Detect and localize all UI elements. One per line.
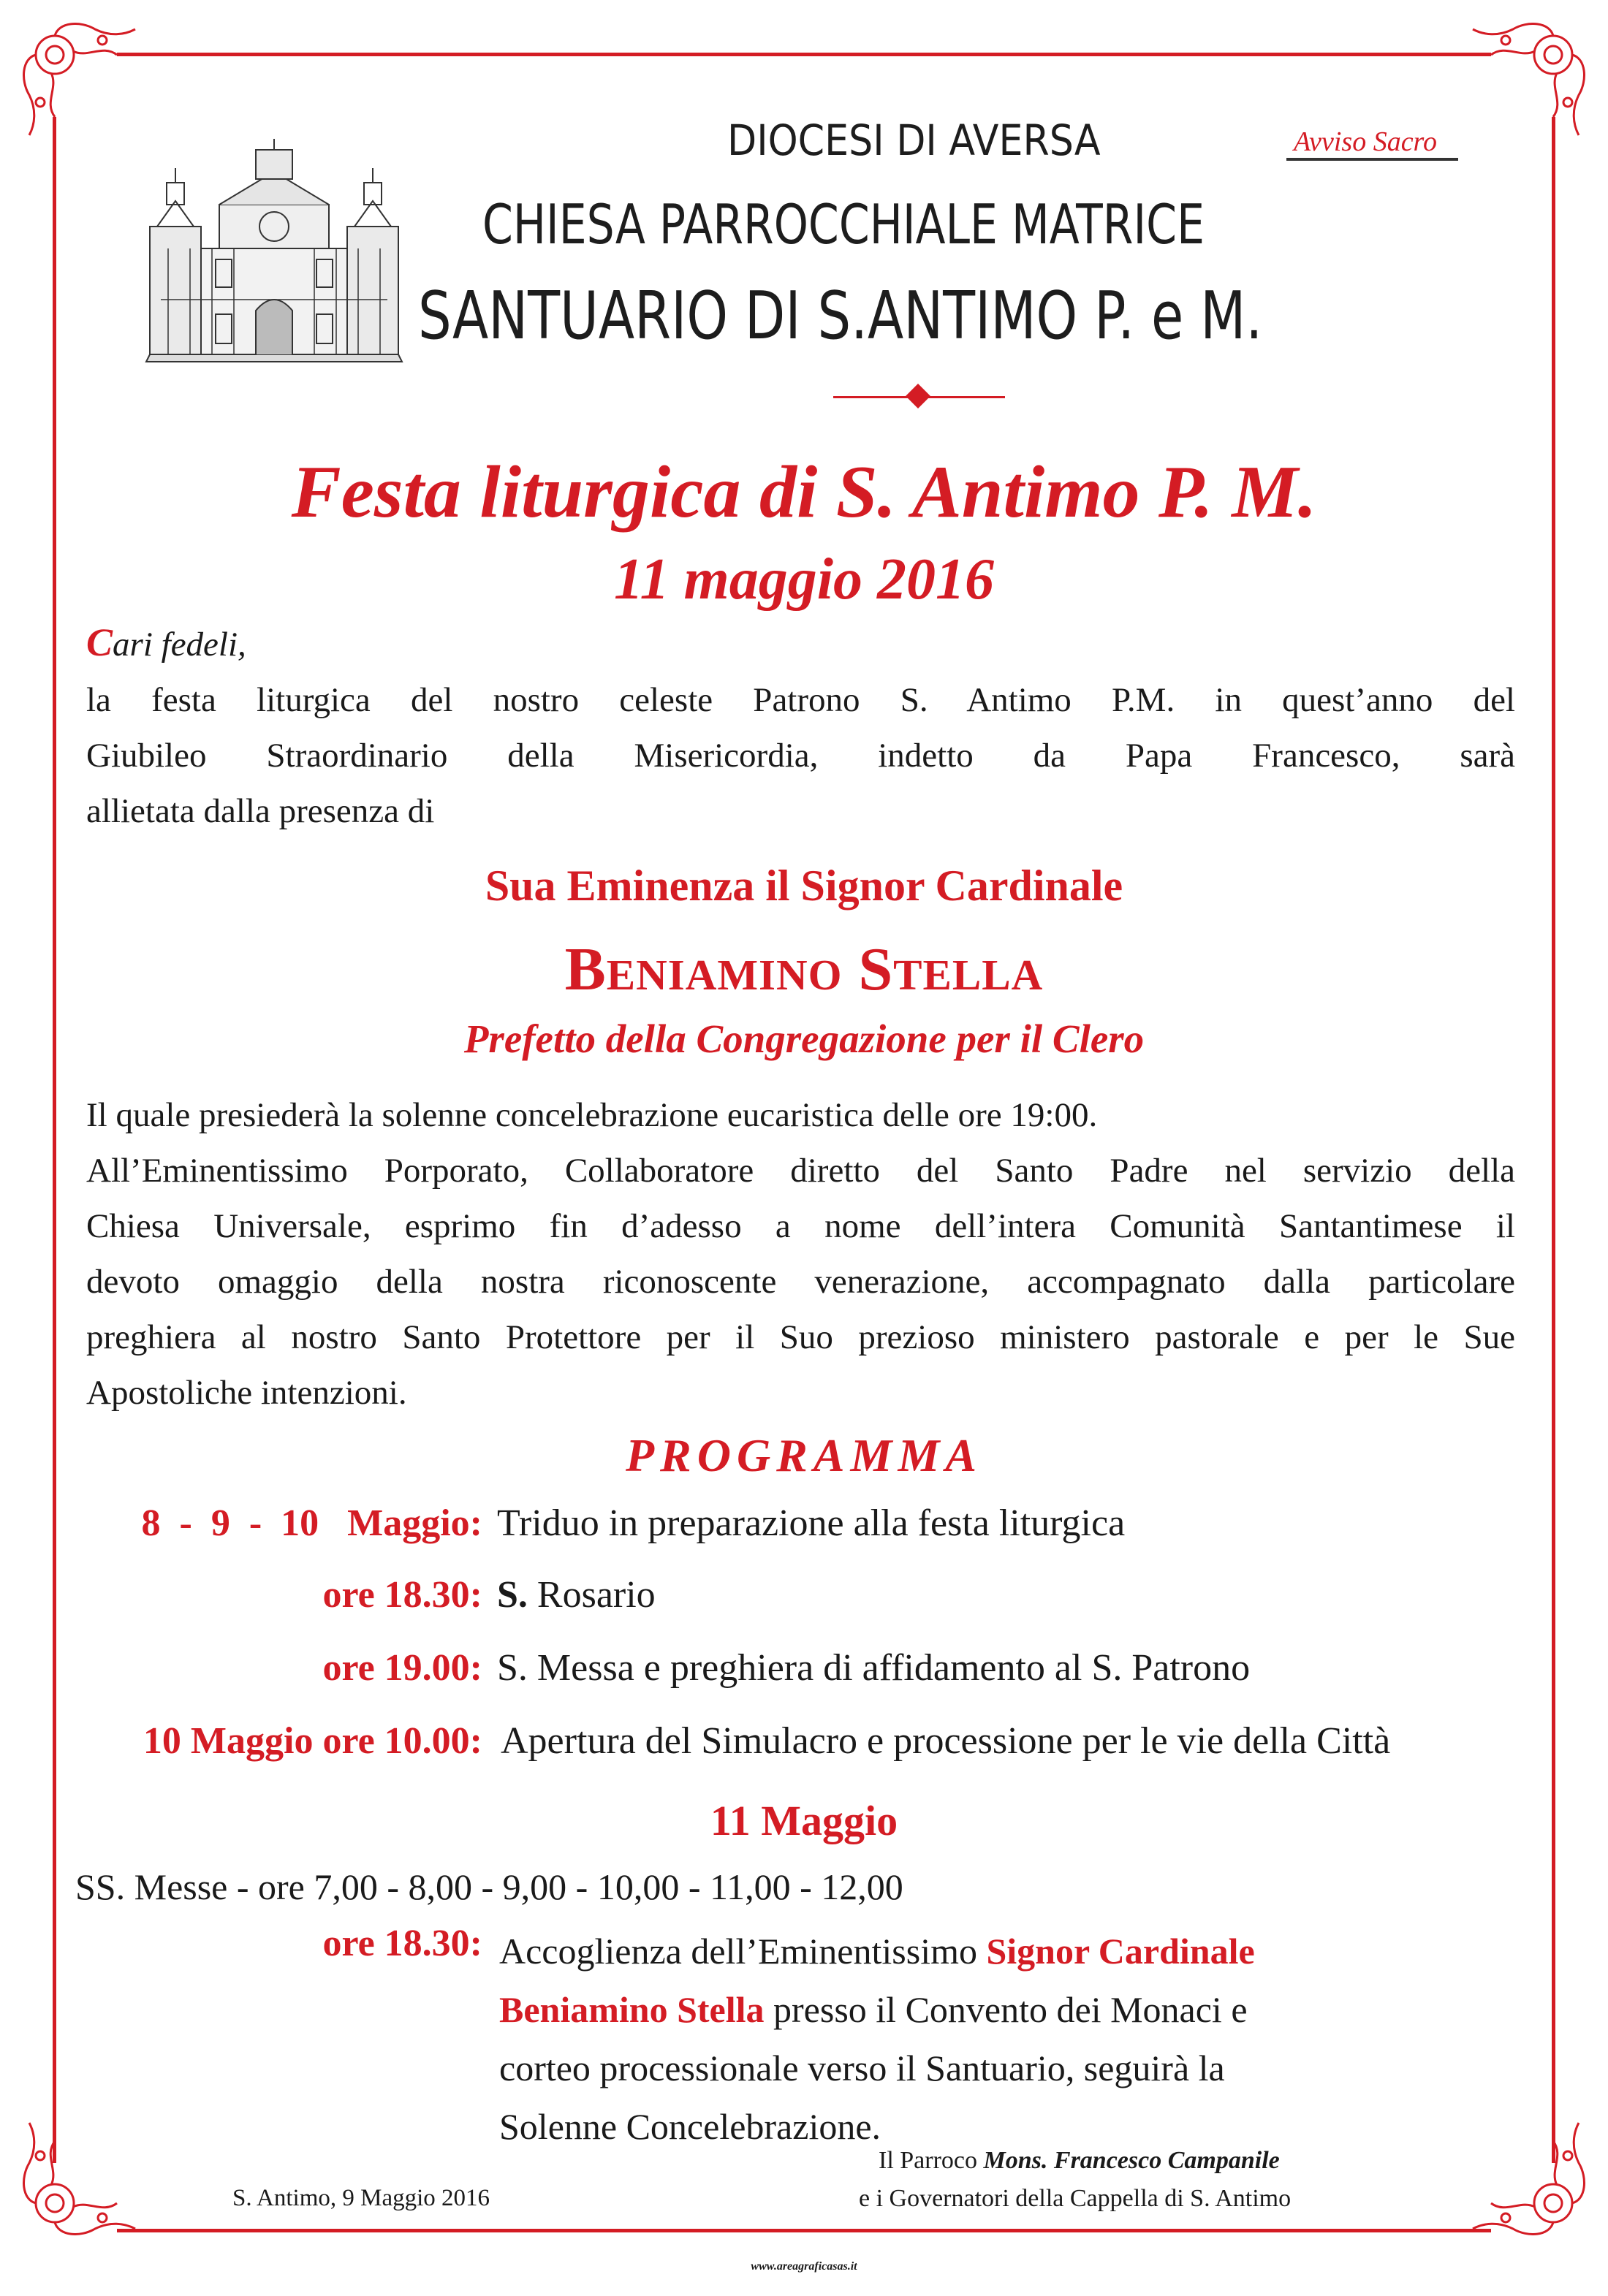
- event-date: 11 maggio 2016: [613, 547, 995, 612]
- schedule-label-triduo: 8 - 9 - 10 Maggio:: [141, 1502, 482, 1544]
- message-paragraph: [86, 1087, 1515, 1421]
- intro-line-1: la festa liturgica del nostro celeste Patrono S. Antimo P.M. in quest’anno del: [86, 681, 1515, 719]
- message-line-4: devoto omaggio della nostra riconoscente venerazione, accompagnato dalla particolare: [86, 1263, 1515, 1301]
- avviso-sacro-text: Avviso Sacro: [1294, 126, 1437, 157]
- rosario-s: S.: [497, 1574, 528, 1616]
- accoglienza-text-2: presso il Convento dei Monaci e: [764, 1989, 1248, 2030]
- event-title: Festa liturgica di S. Antimo P. M.: [291, 451, 1317, 533]
- message-line-5: preghiera al nostro Santo Protettore per il Suo prezioso ministero pastorale e per le Sue: [86, 1318, 1515, 1356]
- schedule-text-triduo: Triduo in preparazione alla festa liturgica: [497, 1502, 1126, 1544]
- schedule-label-accoglienza: ore 18.30:: [322, 1923, 482, 1964]
- parroco-name: Mons. Francesco Campanile: [983, 2147, 1280, 2174]
- church-heading: CHIESA PARROCCHIALE MATRICE: [482, 192, 1205, 256]
- programma-heading: PROGRAMMA: [625, 1429, 983, 1481]
- schedule-label-messa: ore 19.00:: [322, 1647, 482, 1689]
- sanctuary-heading: SANTUARIO DI S.ANTIMO P. e M.: [418, 278, 1263, 354]
- accoglienza-cardinal: Signor Cardinale: [986, 1931, 1255, 1972]
- signature-parroco: [879, 2147, 1280, 2175]
- schedule-text-rosario: [497, 1573, 656, 1616]
- corner-ornament-bottom-left: [15, 2119, 139, 2243]
- message-line-2: All’Eminentissimo Porporato, Collaboratore diretto del Santo Padre nel servizio della: [86, 1152, 1515, 1190]
- greeting: [86, 620, 246, 665]
- schedule-label-apertura: 10 Maggio ore 10.00:: [143, 1720, 482, 1762]
- accoglienza-line-4: Solenne Concelebrazione.: [499, 2106, 881, 2147]
- frame-left: [53, 117, 56, 2163]
- accoglienza-line-3: corteo processionale verso il Santuario, seguirà la: [499, 2048, 1225, 2088]
- accoglienza-line-1: [499, 1922, 1255, 1980]
- signature-governors: e i Governatori della Cappella di S. Antimo: [859, 2185, 1292, 2212]
- message-line-3: Chiesa Universale, esprimo fin d’adesso a nome dell’intera Comunità Santantimese il: [86, 1207, 1515, 1245]
- parroco-label: Il Parroco: [879, 2147, 984, 2174]
- corner-ornament-top-left: [15, 15, 139, 139]
- message-line-1: Il quale presiederà la solenne concelebrazione eucaristica delle ore 19:00.: [86, 1096, 1098, 1134]
- church-illustration: [139, 139, 409, 373]
- frame-bottom: [117, 2229, 1491, 2232]
- accoglienza-line-2: [499, 1980, 1255, 2039]
- frame-right: [1552, 117, 1555, 2163]
- schedule-label-rosario: ore 18.30:: [322, 1574, 482, 1616]
- guest-title: Sua Eminenza il Signor Cardinale: [485, 862, 1123, 910]
- guest-name: Beniamino Stella: [564, 935, 1044, 1003]
- message-line-6: Apostoliche intenzioni.: [86, 1374, 407, 1412]
- corner-ornament-top-right: [1469, 15, 1593, 139]
- corner-ornament-bottom-right: [1469, 2119, 1593, 2243]
- intro-line-2: Giubileo Straordinario della Misericordia, indetto da Papa Francesco, sarà: [86, 737, 1515, 775]
- diocese-heading: DIOCESI DI AVERSA: [727, 115, 1101, 165]
- schedule-text-apertura: Apertura del Simulacro e processione per le vie della Città: [501, 1720, 1391, 1762]
- credit: www.areagraficasas.it: [751, 2260, 857, 2273]
- masses-line: SS. Messe - ore 7,00 - 8,00 - 9,00 - 10,00 - 11,00 - 12,00: [75, 1866, 903, 1907]
- accoglienza-block: [499, 1922, 1255, 2156]
- accoglienza-text-1: Accoglienza dell’Eminentissimo: [499, 1931, 987, 1972]
- greeting-initial: C: [86, 620, 113, 664]
- day-heading: 11 Maggio: [710, 1797, 898, 1844]
- intro-paragraph: [86, 672, 1515, 839]
- greeting-rest: ari fedeli,: [113, 626, 246, 664]
- place-date: S. Antimo, 9 Maggio 2016: [232, 2185, 490, 2211]
- schedule-text-messa: S. Messa e preghiera di affidamento al S. Patrono: [497, 1647, 1251, 1689]
- intro-line-3: allietata dalla presenza di: [86, 792, 435, 830]
- accoglienza-name: Beniamino Stella: [499, 1989, 765, 2030]
- avviso-sacro-label: [1286, 126, 1458, 161]
- guest-role: Prefetto della Congregazione per il Clero: [463, 1016, 1145, 1061]
- rosario-text: Rosario: [527, 1574, 656, 1616]
- frame-top: [117, 53, 1491, 56]
- divider-diamond: [906, 384, 930, 408]
